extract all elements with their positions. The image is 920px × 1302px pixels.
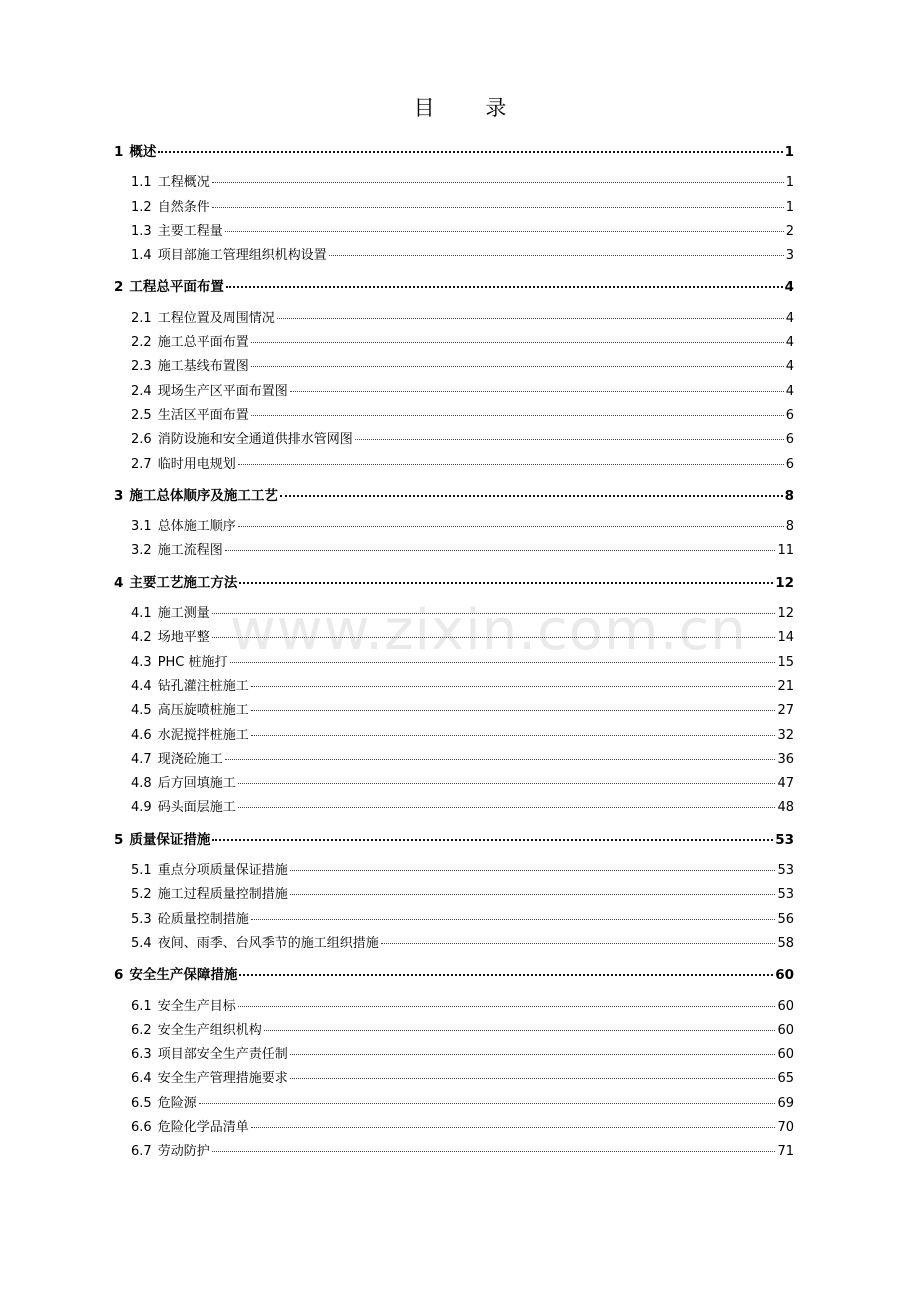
table-of-contents (114, 140, 794, 1165)
toc-entry-label: 工程总平面布置 (129, 279, 224, 296)
dot-leader (239, 581, 773, 584)
dot-leader (251, 709, 776, 711)
toc-entry-number: 3.1 (131, 519, 152, 535)
toc-section-entry[interactable] (114, 772, 794, 796)
dot-leader (212, 206, 784, 208)
toc-chapter-entry[interactable] (114, 571, 794, 595)
toc-entry-number: 2.3 (131, 359, 152, 375)
toc-section-entry[interactable] (114, 331, 794, 355)
toc-entry-number: 5.3 (131, 911, 152, 927)
toc-chapter-entry[interactable] (114, 275, 794, 299)
toc-entry-label: 高压旋喷桩施工 (157, 703, 249, 719)
toc-entry-label: 项目部安全生产责任制 (157, 1047, 288, 1063)
toc-section-entry[interactable] (114, 995, 794, 1019)
toc-entry-number: 4.1 (131, 606, 152, 622)
dot-leader (290, 390, 784, 392)
toc-entry-label: 主要工程量 (157, 223, 223, 239)
toc-entry-page-number: 4 (785, 383, 794, 399)
toc-section-entry[interactable] (114, 1116, 794, 1140)
toc-section-entry[interactable] (114, 1019, 794, 1043)
toc-entry-page-number: 27 (777, 703, 794, 719)
toc-entry-number: 6.1 (131, 998, 152, 1014)
toc-entry-number: 4.6 (131, 727, 152, 743)
dot-leader (355, 438, 784, 440)
toc-section-entry[interactable] (114, 908, 794, 932)
toc-section-entry[interactable] (114, 699, 794, 723)
toc-entry-number: 6.3 (131, 1047, 152, 1063)
toc-entry-label: 安全生产组织机构 (157, 1022, 262, 1038)
toc-entry-label: 危险源 (157, 1095, 197, 1111)
toc-entry-page-number: 1 (785, 199, 794, 215)
toc-entry-label: 临时用电规划 (157, 456, 236, 472)
dot-leader (251, 341, 784, 343)
dot-leader (238, 806, 776, 808)
dot-leader (329, 254, 784, 256)
toc-entry-page-number: 6 (785, 407, 794, 423)
toc-section-entry[interactable] (114, 220, 794, 244)
toc-entry-number: 4.2 (131, 630, 152, 646)
toc-entry-label: 主要工艺施工方法 (129, 574, 238, 591)
toc-entry-number: 1.2 (131, 199, 152, 215)
toc-section-entry[interactable] (114, 196, 794, 220)
toc-section-entry[interactable] (114, 724, 794, 748)
toc-entry-label: 概述 (129, 144, 157, 160)
toc-entry-label: 安全生产管理措施要求 (157, 1071, 288, 1087)
toc-entry-page-number: 60 (777, 1022, 794, 1038)
toc-entry-number: 4.3 (131, 654, 152, 670)
toc-entry-number: 5 (114, 831, 124, 848)
page-title: 目 录 (413, 96, 529, 120)
toc-entry-label: 安全生产目标 (157, 998, 236, 1014)
toc-chapter-entry[interactable] (114, 963, 794, 987)
dot-leader (290, 869, 776, 871)
toc-entry-number: 6.4 (131, 1071, 152, 1087)
toc-entry-number: 2.7 (131, 456, 152, 472)
dot-leader (238, 1005, 776, 1007)
toc-entry-label: 夜间、雨季、台风季节的施工组织措施 (157, 935, 379, 951)
toc-entry-page-number: 4 (784, 279, 794, 296)
toc-entry-number: 4.7 (131, 751, 152, 767)
toc-entry-label: PHC 桩施打 (157, 654, 228, 670)
toc-entry-label: 现浇砼施工 (157, 751, 223, 767)
dot-leader (238, 782, 776, 784)
dot-leader (212, 612, 776, 614)
toc-section-entry[interactable] (114, 883, 794, 907)
toc-entry-page-number: 4 (785, 310, 794, 326)
toc-chapter-entry[interactable] (114, 828, 794, 852)
toc-entry-number: 4.5 (131, 703, 152, 719)
toc-entry-page-number: 6 (785, 432, 794, 448)
toc-entry-page-number: 71 (777, 1144, 794, 1160)
toc-entry-label: 安全生产保障措施 (129, 967, 238, 984)
toc-entry-page-number: 56 (777, 911, 794, 927)
toc-entry-number: 3.2 (131, 543, 152, 559)
toc-section-entry[interactable] (114, 380, 794, 404)
toc-entry-label: 劳动防护 (157, 1144, 210, 1160)
dot-leader (251, 414, 784, 416)
dot-leader (251, 1126, 776, 1128)
toc-entry-label: 项目部施工管理组织机构设置 (157, 248, 327, 264)
dot-leader (226, 285, 783, 288)
toc-entry-page-number: 36 (777, 751, 794, 767)
toc-section-entry[interactable] (114, 453, 794, 477)
toc-entry-label: 工程位置及周围情况 (157, 310, 275, 326)
dot-leader (290, 1053, 776, 1055)
toc-entry-page-number: 4 (785, 359, 794, 375)
toc-entry-number: 6 (114, 967, 124, 984)
toc-entry-page-number: 53 (777, 887, 794, 903)
toc-entry-number: 4.4 (131, 678, 152, 694)
toc-entry-page-number: 47 (777, 776, 794, 792)
toc-entry-number: 4.9 (131, 800, 152, 816)
toc-section-entry[interactable] (114, 1092, 794, 1116)
toc-entry-page-number: 58 (777, 935, 794, 951)
dot-leader (280, 494, 783, 497)
toc-entry-number: 6.7 (131, 1144, 152, 1160)
toc-entry-label: 生活区平面布置 (157, 407, 249, 423)
toc-section-entry[interactable] (114, 1067, 794, 1091)
toc-section-entry[interactable] (114, 307, 794, 331)
toc-entry-label: 工程概况 (157, 175, 210, 191)
toc-entry-page-number: 1 (784, 144, 794, 160)
toc-entry-number: 6.2 (131, 1022, 152, 1038)
toc-entry-number: 5.2 (131, 887, 152, 903)
toc-entry-number: 2 (114, 279, 124, 296)
toc-section-entry[interactable] (114, 171, 794, 195)
toc-entry-page-number: 1 (785, 175, 794, 191)
toc-entry-page-number: 15 (777, 654, 794, 670)
dot-leader (381, 942, 776, 944)
toc-entry-label: 施工流程图 (157, 543, 223, 559)
toc-entry-number: 6.6 (131, 1119, 152, 1135)
toc-entry-label: 施工总体顺序及施工工艺 (129, 487, 278, 504)
toc-entry-number: 1.1 (131, 175, 152, 191)
toc-section-entry[interactable] (114, 796, 794, 820)
toc-entry-number: 5.1 (131, 863, 152, 879)
toc-section-entry[interactable] (114, 1140, 794, 1164)
toc-entry-label: 后方回填施工 (157, 776, 236, 792)
dot-leader (251, 365, 784, 367)
toc-entry-page-number: 21 (777, 678, 794, 694)
toc-entry-page-number: 60 (777, 1047, 794, 1063)
dot-leader (238, 525, 784, 527)
toc-entry-page-number: 32 (777, 727, 794, 743)
toc-entry-page-number: 2 (785, 223, 794, 239)
toc-entry-page-number: 6 (785, 456, 794, 472)
toc-entry-page-number: 53 (777, 863, 794, 879)
toc-entry-page-number: 4 (785, 335, 794, 351)
toc-entry-page-number: 12 (777, 606, 794, 622)
toc-entry-label: 消防设施和安全通道供排水管网图 (157, 432, 353, 448)
toc-entry-page-number: 53 (775, 831, 794, 848)
dot-leader (277, 317, 784, 319)
toc-entry-label: 重点分项质量保证措施 (157, 863, 288, 879)
toc-entry-page-number: 8 (785, 519, 794, 535)
dot-leader (225, 549, 776, 551)
toc-chapter-entry[interactable] (114, 484, 794, 508)
watermark: www.zixin.com.cn (230, 598, 747, 663)
toc-entry-number: 1.3 (131, 223, 152, 239)
toc-entry-label: 危险化学品清单 (157, 1119, 249, 1135)
dot-leader (251, 685, 776, 687)
toc-section-entry[interactable] (114, 626, 794, 650)
toc-entry-page-number: 8 (784, 487, 794, 504)
dot-leader (238, 463, 784, 465)
toc-entry-page-number: 60 (777, 998, 794, 1014)
toc-entry-number: 2.1 (131, 310, 152, 326)
toc-entry-number: 1.4 (131, 248, 152, 264)
toc-entry-page-number: 65 (777, 1071, 794, 1087)
dot-leader (290, 893, 776, 895)
dot-leader (264, 1029, 776, 1031)
toc-entry-label: 砼质量控制措施 (157, 911, 249, 927)
dot-leader (239, 973, 773, 976)
toc-section-entry[interactable] (114, 602, 794, 626)
toc-entry-label: 总体施工顺序 (157, 519, 236, 535)
toc-entry-number: 3 (114, 487, 124, 504)
toc-entry-label: 现场生产区平面布置图 (157, 383, 288, 399)
toc-entry-number: 2.6 (131, 432, 152, 448)
toc-section-entry[interactable] (114, 355, 794, 379)
toc-entry-page-number: 14 (777, 630, 794, 646)
toc-entry-page-number: 60 (775, 967, 794, 984)
dot-leader (251, 734, 776, 736)
toc-entry-number: 5.4 (131, 935, 152, 951)
toc-entry-label: 码头面层施工 (157, 800, 236, 816)
toc-entry-number: 2.5 (131, 407, 152, 423)
toc-chapter-entry[interactable] (114, 140, 794, 164)
toc-entry-page-number: 12 (775, 574, 794, 591)
toc-entry-label: 自然条件 (157, 199, 210, 215)
toc-entry-page-number: 3 (785, 248, 794, 264)
dot-leader (225, 230, 784, 232)
toc-section-entry[interactable] (114, 675, 794, 699)
dot-leader (230, 661, 776, 663)
dot-leader (212, 838, 773, 841)
dot-leader (225, 758, 776, 760)
toc-entry-number: 2.4 (131, 383, 152, 399)
toc-section-entry[interactable] (114, 651, 794, 675)
dot-leader (212, 636, 776, 638)
dot-leader (290, 1077, 776, 1079)
toc-section-entry[interactable] (114, 404, 794, 428)
toc-entry-number: 1 (114, 144, 124, 160)
toc-entry-page-number: 69 (777, 1095, 794, 1111)
toc-entry-label: 场地平整 (157, 630, 210, 646)
toc-entry-label: 钻孔灌注桩施工 (157, 678, 249, 694)
toc-entry-page-number: 11 (777, 543, 794, 559)
toc-entry-label: 施工过程质量控制措施 (157, 887, 288, 903)
toc-section-entry[interactable] (114, 244, 794, 268)
toc-entry-page-number: 48 (777, 800, 794, 816)
dot-leader (212, 1150, 776, 1152)
toc-entry-label: 施工总平面布置 (157, 335, 249, 351)
toc-section-entry[interactable] (114, 515, 794, 539)
dot-leader (251, 918, 776, 920)
dot-leader (199, 1102, 776, 1104)
toc-entry-page-number: 70 (777, 1119, 794, 1135)
toc-entry-label: 质量保证措施 (129, 831, 211, 848)
toc-entry-number: 2.2 (131, 335, 152, 351)
toc-entry-number: 4.8 (131, 776, 152, 792)
toc-entry-number: 6.5 (131, 1095, 152, 1111)
toc-entry-label: 水泥搅拌桩施工 (157, 727, 249, 743)
dot-leader (158, 150, 782, 153)
toc-section-entry[interactable] (114, 428, 794, 452)
toc-section-entry[interactable] (114, 1043, 794, 1067)
toc-section-entry[interactable] (114, 539, 794, 563)
toc-section-entry[interactable] (114, 932, 794, 956)
toc-entry-label: 施工基线布置图 (157, 359, 249, 375)
toc-entry-number: 4 (114, 574, 124, 591)
dot-leader (212, 181, 784, 183)
toc-section-entry[interactable] (114, 748, 794, 772)
toc-entry-label: 施工测量 (157, 606, 210, 622)
toc-section-entry[interactable] (114, 859, 794, 883)
